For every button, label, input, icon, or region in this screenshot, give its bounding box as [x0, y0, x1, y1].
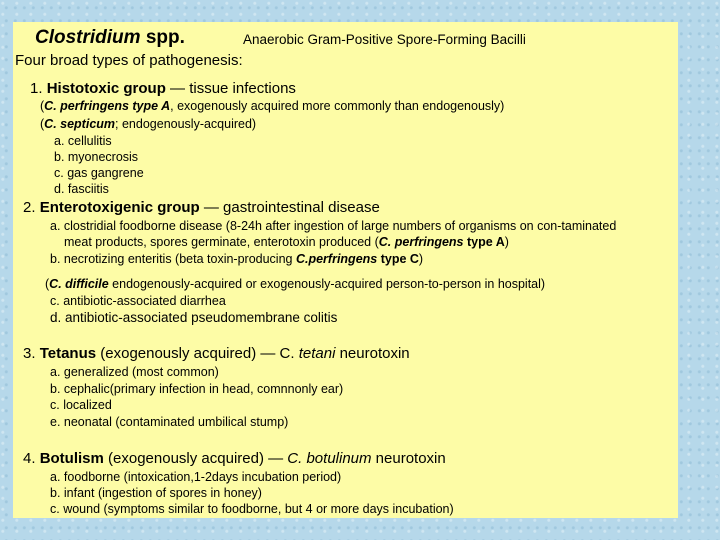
group2-item-c: c. antibiotic-associated diarrhea: [50, 294, 226, 308]
group1-heading: [30, 81, 296, 96]
group1-item-a: a. cellulitis: [54, 134, 112, 148]
group2-a-species: C. perfringens: [378, 235, 464, 249]
group4-item-b: b. infant (ingestion of spores in honey): [50, 486, 262, 500]
group2-item-b: [50, 253, 423, 266]
group2-b-species: C.perfringens: [295, 252, 378, 266]
group3-rest-pre: (exogenously acquired) — C.: [96, 345, 299, 362]
group1-note1-open: (: [40, 99, 45, 113]
group3-name: Tetanus: [39, 345, 97, 362]
slide-title: [35, 28, 185, 47]
group3-item-e: e. neonatal (contaminated umbilical stump): [50, 415, 289, 429]
intro-text: Four broad types of pathogenesis:: [15, 52, 243, 69]
group1-number: 1.: [30, 80, 47, 97]
group2-item-a-line2: [64, 236, 509, 249]
group2-rest: — gastrointestinal disease: [199, 199, 380, 216]
slide-subtitle: Anaerobic Gram-Positive Spore-Forming Bacilli: [243, 32, 526, 47]
group3-rest-post: neurotoxin: [335, 345, 410, 362]
group1-name: Histotoxic group: [46, 80, 166, 97]
group2-a-close: ): [504, 235, 509, 249]
title-spp: spp.: [140, 27, 185, 48]
group3-heading: [23, 346, 410, 361]
title-genus: Clostridium: [35, 27, 141, 48]
group4-item-a: a. foodborne (intoxication,1-2days incubation period): [50, 470, 342, 484]
group3-species: tetani: [298, 345, 336, 362]
group1-item-b: b. myonecrosis: [54, 150, 139, 164]
group3-item-c: c. localized: [50, 398, 112, 412]
group2-number: 2.: [23, 199, 40, 216]
group1-note1-rest: , exogenously acquired more commonly than endogenously): [170, 99, 505, 113]
group2-note-rest: endogenously-acquired or exogenously-acquired person-to-person in hospital): [108, 277, 546, 291]
group4-rest-post: neurotoxin: [371, 450, 446, 467]
group4-number: 4.: [23, 450, 40, 467]
group4-species: C. botulinum: [287, 450, 372, 467]
group2-b-type: type C: [377, 252, 419, 266]
group2-b-close: ): [418, 252, 424, 266]
group4-item-c: c. wound (symptoms similar to foodborne, but 4 or more days incubation): [50, 502, 454, 516]
group1-note2-rest: ; endogenously-acquired): [115, 117, 257, 131]
group2-b-pre: b. necrotizing enteritis (beta toxin-producing: [50, 252, 296, 266]
group2-item-a-line1: a. clostridial foodborne disease (8-24h after ingestion of large numbers of organisms on con-taminated: [50, 219, 617, 233]
group2-a-type: type A: [463, 235, 505, 249]
group1-item-c: c. gas gangrene: [54, 166, 144, 180]
group1-note1-species: C. perfringens type A: [44, 99, 171, 113]
group2-note-open: (: [45, 277, 50, 291]
group1-note2-species: C. septicum: [44, 117, 116, 131]
group4-name: Botulism: [39, 450, 104, 467]
group3-item-a: a. generalized (most common): [50, 365, 219, 379]
group1-note2-open: (: [40, 117, 45, 131]
content-panel: [13, 22, 678, 518]
group2-name: Enterotoxigenic group: [39, 199, 200, 216]
group2-heading: [23, 200, 380, 215]
group1-rest: — tissue infections: [165, 80, 296, 97]
group3-item-b: b. cephalic(primary infection in head, comnnonly ear): [50, 382, 344, 396]
group1-item-d: d. fasciitis: [54, 182, 109, 196]
group4-rest-pre: (exogenously acquired) —: [103, 450, 288, 467]
group1-note1: [40, 100, 504, 113]
group3-number: 3.: [23, 345, 40, 362]
group2-note: [45, 278, 545, 291]
group1-note2: [40, 118, 256, 131]
group2-a-pre: meat products, spores germinate, enterotoxin produced (: [64, 235, 379, 249]
group2-item-d: d. antibiotic-associated pseudomembrane colitis: [50, 310, 338, 325]
group2-note-species: C. difficile: [49, 277, 109, 291]
group4-heading: [23, 451, 446, 466]
